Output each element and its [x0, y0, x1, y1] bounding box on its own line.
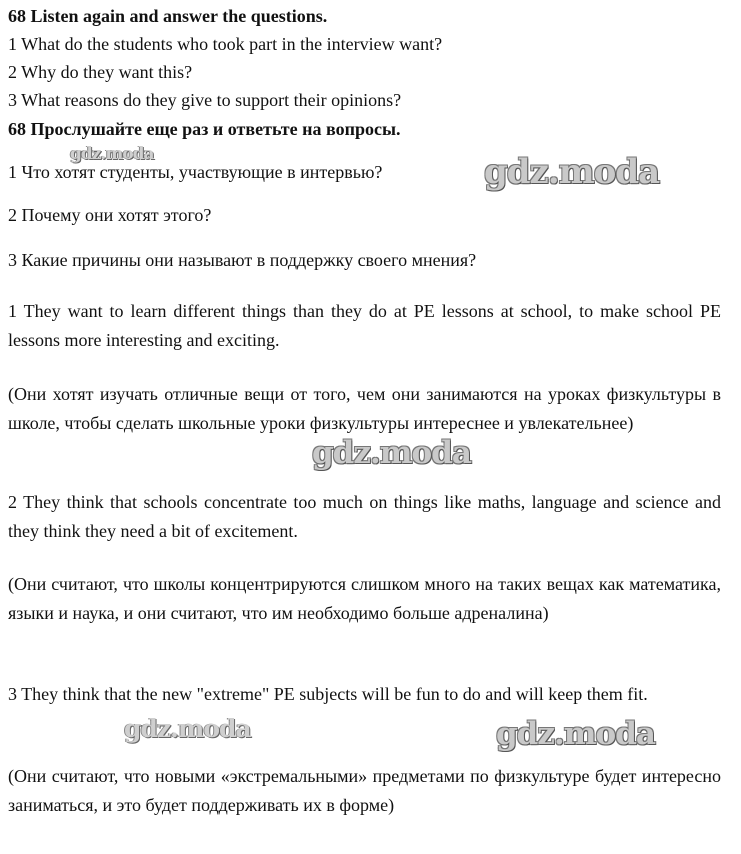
answer-1-ru: (Они хотят изучать отличные вещи от того, чем они занимаются на уроках физкультуры в школе, чтобы сделать школьные уроки физкультуры интереснее и увлекательнее): [8, 384, 721, 433]
answer-1-en: 1 They want to learn different things than they do at PE lessons at school, to make school PE lessons more interesting and exciting.: [8, 301, 721, 350]
answer-3-en: 3 They think that the new "extreme" PE subjects will be fun to do and will keep them fit.: [8, 684, 648, 704]
watermark-logo: gdz.moda: [124, 714, 251, 743]
answer-2-ru: (Они считают, что школы концентрируются слишком много на таких вещах как математика, языки и наука, и они считают, что им необходимо больше адреналина): [8, 574, 721, 623]
question-2-en: 2 Why do they want this?: [8, 62, 193, 82]
question-1-ru: 1 Что хотят студенты, участвующие в интервью?: [8, 162, 383, 182]
question-3-en: 3 What reasons do they give to support their opinions?: [8, 90, 402, 110]
task-heading-en: 68 Listen again and answer the questions.: [8, 6, 328, 26]
answer-2-en: 2 They think that schools concentrate too much on things like maths, language and science and they think they need a bit of excitement.: [8, 492, 721, 541]
task-heading-ru: 68 Прослушайте еще раз и ответьте на вопросы.: [8, 119, 401, 139]
watermark-logo: gdz.moda: [496, 716, 655, 752]
question-3-ru: 3 Какие причины они называют в поддержку своего мнения?: [8, 250, 477, 270]
question-2-ru: 2 Почему они хотят этого?: [8, 205, 212, 225]
answer-3-ru: (Они считают, что новыми «экстремальными» предметами по физкультуре будет интересно заниматься, и это будет поддерживать их в форме): [8, 766, 721, 815]
watermark-logo: gdz.moda: [70, 144, 154, 164]
watermark-logo: gdz.moda: [312, 435, 471, 471]
question-1-en: 1 What do the students who took part in the interview want?: [8, 34, 443, 54]
watermark-logo: gdz.moda: [484, 152, 660, 192]
